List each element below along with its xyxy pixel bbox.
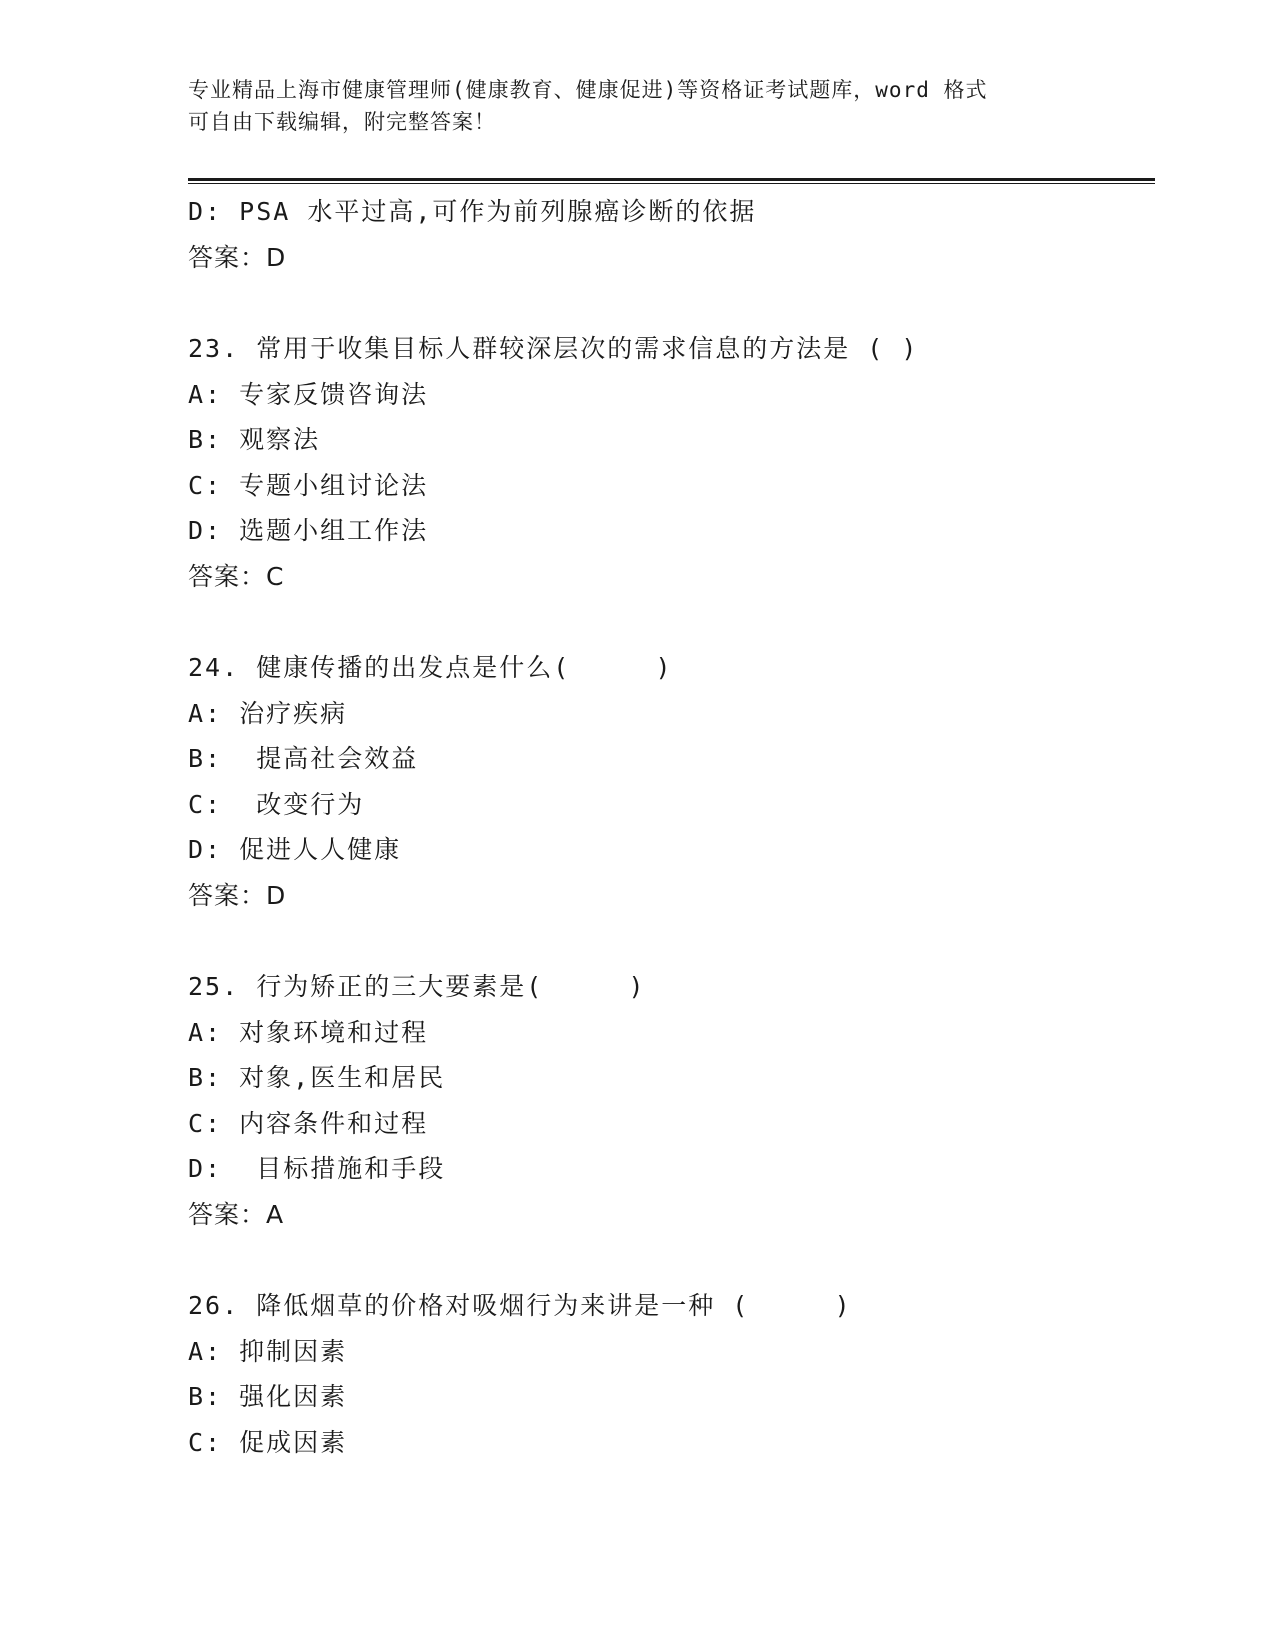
option-a: A: 抑制因素 — [188, 1336, 348, 1366]
option-d: D: 目标措施和手段 — [188, 1154, 446, 1183]
header-divider-thick — [188, 178, 1155, 181]
option-b: B: 对象,医生和居民 — [188, 1063, 446, 1092]
option-b: B: 观察法 — [188, 425, 321, 454]
question-list — [188, 189, 1155, 1465]
answer: 答案：C — [188, 561, 285, 591]
header-divider-thin — [188, 183, 1155, 184]
question-24 — [188, 645, 1155, 918]
option-a: A: 对象环境和过程 — [188, 1017, 429, 1047]
header-line-2: 可自由下载编辑，附完整答案！ — [188, 110, 496, 134]
carryover-answer: 答案：D — [188, 242, 287, 272]
option-a: A: 治疗疾病 — [188, 698, 348, 728]
carryover-option-d: D: PSA 水平过高,可作为前列腺癌诊断的依据 — [188, 197, 757, 226]
answer: 答案：D — [188, 880, 287, 910]
page-header — [188, 74, 1068, 138]
question-stem: 23. 常用于收集目标人群较深层次的需求信息的方法是 ( ) — [188, 334, 919, 363]
option-d: D: 选题小组工作法 — [188, 516, 429, 545]
answer: 答案：A — [188, 1199, 285, 1229]
question-stem: 26. 降低烟草的价格对吸烟行为来讲是一种 ( ) — [188, 1291, 852, 1320]
question-26 — [188, 1283, 1155, 1465]
question-stem: 24. 健康传播的出发点是什么( ) — [188, 653, 673, 682]
option-c: C: 内容条件和过程 — [188, 1108, 429, 1138]
question-23 — [188, 326, 1155, 599]
option-d: D: 促进人人健康 — [188, 835, 402, 864]
option-b: B: 提高社会效益 — [188, 744, 419, 773]
option-c: C: 促成因素 — [188, 1427, 348, 1457]
option-c: C: 专题小组讨论法 — [188, 470, 429, 500]
option-a: A: 专家反馈咨询法 — [188, 379, 429, 409]
question-25 — [188, 964, 1155, 1237]
header-line-1: 专业精品上海市健康管理师(健康教育、健康促进)等资格证考试题库，word 格式 — [188, 78, 988, 102]
option-b: B: 强化因素 — [188, 1382, 348, 1411]
option-c: C: 改变行为 — [188, 789, 365, 819]
question-stem: 25. 行为矫正的三大要素是( ) — [188, 972, 646, 1001]
